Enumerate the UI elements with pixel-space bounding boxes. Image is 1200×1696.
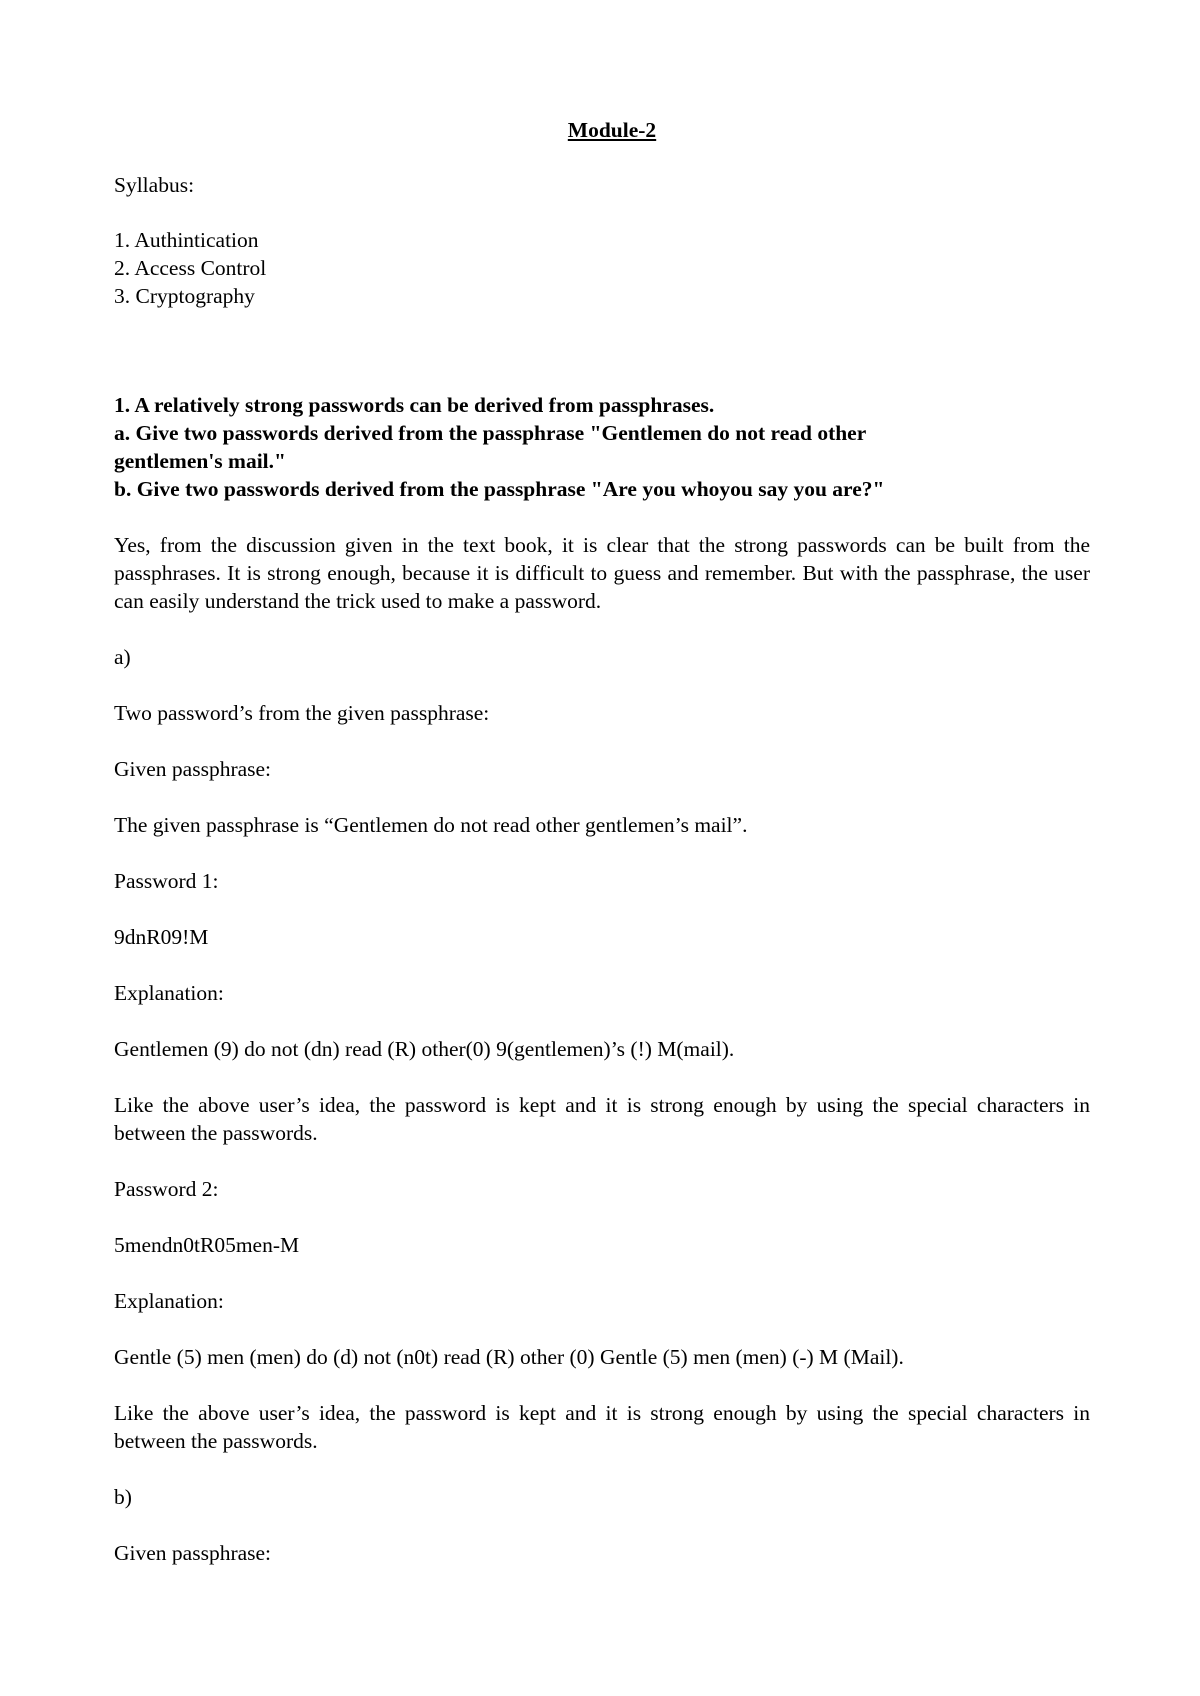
part-b-label: b): [114, 1485, 132, 1509]
password-2-label: Password 2:: [114, 1177, 219, 1201]
page-title: Module-2: [567, 118, 657, 142]
explanation-1-label: Explanation:: [114, 981, 224, 1005]
explanation-2-label: Explanation:: [114, 1289, 224, 1313]
part-a-label: a): [114, 645, 131, 669]
given-passphrase-b-label: Given passphrase:: [114, 1541, 272, 1565]
question-part-a: a. Give two passwords derived from the passphrase "Gentlemen do not read other gentlemen's mail.": [114, 421, 866, 473]
idea-1-text: Like the above user’s idea, the password is kept and it is strong enough by using the special characters in between the passwords.: [114, 1093, 1090, 1145]
password-1-value: 9dnR09!M: [114, 925, 209, 949]
explanation-1-text: Gentlemen (9) do not (dn) read (R) other(0) 9(gentlemen)’s (!) M(mail).: [114, 1037, 735, 1061]
idea-2-text: Like the above user’s idea, the password is kept and it is strong enough by using the special characters in between the passwords.: [114, 1401, 1090, 1453]
given-passphrase-text: The given passphrase is “Gentlemen do not read other gentlemen’s mail”.: [114, 813, 748, 837]
document-content: [114, 104, 1090, 1567]
two-passwords-heading: Two password’s from the given passphrase:: [114, 701, 490, 725]
syllabus-item: 2. Access Control: [114, 256, 267, 280]
syllabus-heading: Syllabus:: [114, 173, 195, 197]
password-1-label: Password 1:: [114, 869, 219, 893]
question-line: 1. A relatively strong passwords can be derived from passphrases.: [114, 393, 715, 417]
answer-intro: Yes, from the discussion given in the text book, it is clear that the strong passwords can be built from the passphrases. It is strong enough, because it is difficult to guess and remember. But with the passphrase, the user can easily understand the trick used to make a password.: [114, 533, 1090, 613]
syllabus-item: 1. Authintication: [114, 228, 259, 252]
syllabus-item: 3. Cryptography: [114, 284, 255, 308]
given-passphrase-label: Given passphrase:: [114, 757, 272, 781]
explanation-2-text: Gentle (5) men (men) do (d) not (n0t) read (R) other (0) Gentle (5) men (men) (-) M (Mail).: [114, 1345, 904, 1369]
password-2-value: 5mendn0tR05men-M: [114, 1233, 300, 1257]
question-part-b: b. Give two passwords derived from the passphrase "Are you whoyou say you are?": [114, 477, 885, 501]
